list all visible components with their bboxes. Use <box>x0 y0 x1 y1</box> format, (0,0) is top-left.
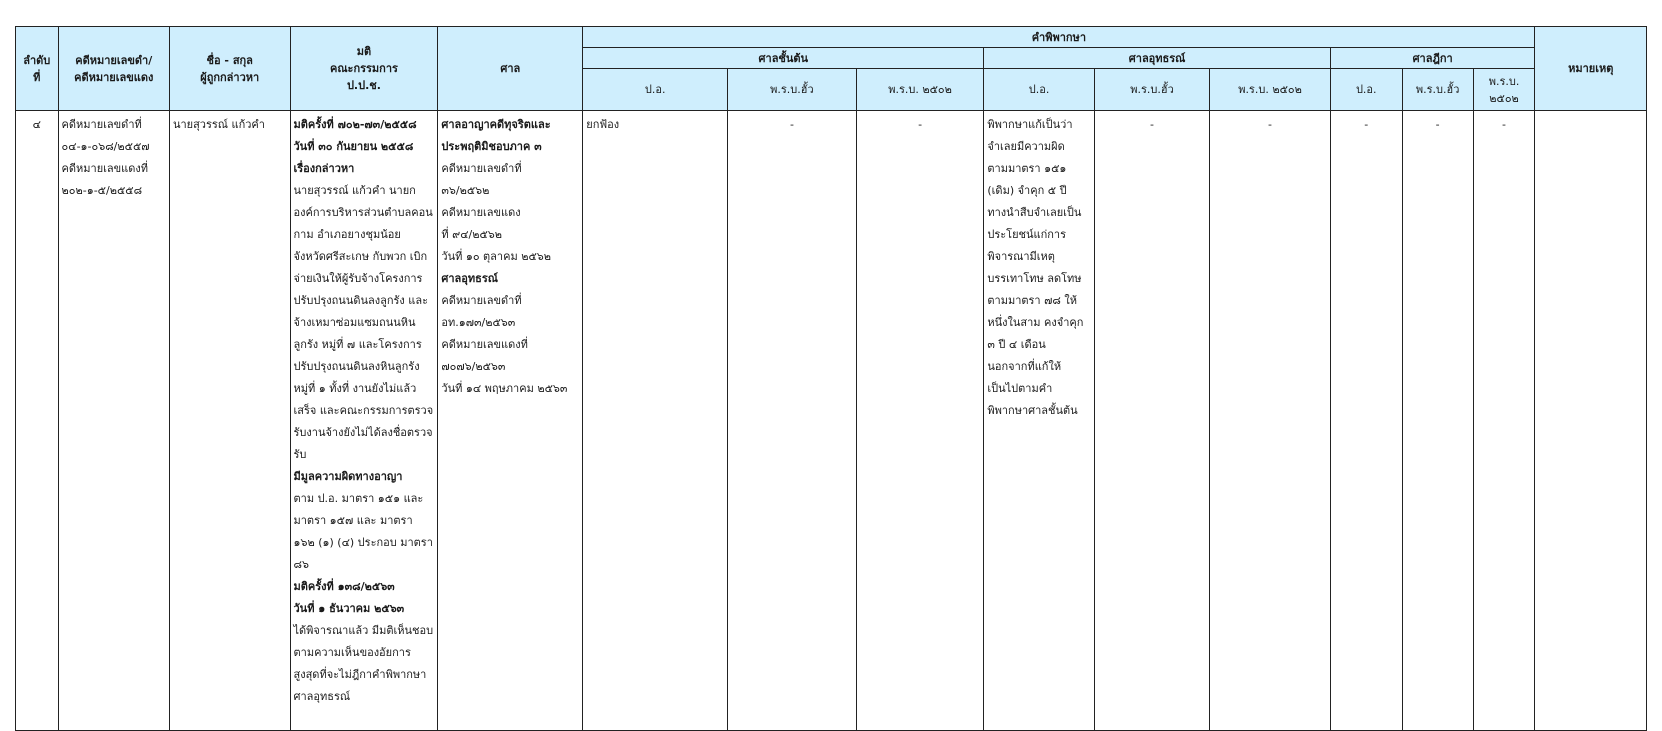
cell-appeal-criminal-code <box>984 111 1094 731</box>
cell-nacc-resolution <box>290 111 438 731</box>
resolution-line: รับ <box>293 448 307 461</box>
court-line: คดีหมายเลขแดงที่ <box>441 338 528 351</box>
header-no: ลำดับ ที่ <box>16 27 59 111</box>
appeal-judgment-line: ๓ ปี ๔ เดือน <box>987 338 1046 351</box>
court-line: วันที่ ๑๐ ตุลาคม ๒๕๖๒ <box>441 250 552 263</box>
header-appeal-bid-act: พ.ร.บ.ฮั้ว <box>1094 69 1209 111</box>
case-number-line: ๒๐๒-๑-๕/๒๕๕๘ <box>61 184 143 197</box>
cell-first-criminal-code: ยกฟ้อง <box>583 111 728 731</box>
court-line: คดีหมายเลขแดง <box>441 206 521 219</box>
cell-appeal-bid-act: - <box>1094 111 1209 731</box>
resolution-line: ปรับปรุงถนนดินลงลูกรัง และ <box>293 294 429 307</box>
cell-supreme-bid-act: - <box>1402 111 1473 731</box>
appeal-judgment-line: ตามมาตรา ๗๘ ให้ <box>987 294 1077 307</box>
appeal-judgment-line: บรรเทาโทษ ลดโทษ <box>987 272 1082 285</box>
resolution-line: ปรับปรุงถนนดินลงหินลูกรัง <box>293 360 420 373</box>
cell-accused-name: นายสุวรรณ์ แก้วคำ <box>169 111 290 731</box>
resolution-line: ตามความเห็นของอัยการ <box>293 646 411 659</box>
cell-no: ๔ <box>16 111 59 731</box>
resolution-line: จังหวัดศรีสะเกษ กับพวก เบิก <box>293 250 428 263</box>
header-case-number: คดีหมายเลขดำ/ คดีหมายเลขแดง <box>58 27 169 111</box>
header-court: ศาล <box>438 27 583 111</box>
cell-remark <box>1535 111 1647 731</box>
appeal-judgment-line: (เดิม) จำคุก ๕ ปี <box>987 184 1067 197</box>
header-judgment: คำพิพากษา <box>583 27 1535 48</box>
appeal-judgment-line: หนึ่งในสาม คงจำคุก <box>987 316 1084 329</box>
resolution-line: มติครั้งที่ ๑๓๘/๒๕๖๓ <box>293 580 395 593</box>
resolution-line: รับงานจ้างยังไม่ได้ลงชื่อตรวจ <box>293 426 433 439</box>
court-line: คดีหมายเลขดำที่ <box>441 294 522 307</box>
appeal-judgment-line: พิพากษาศาลชั้นต้น <box>987 404 1078 417</box>
appeal-judgment-line: ทางนำสืบจำเลยเป็น <box>987 206 1082 219</box>
case-number-line: คดีหมายเลขแดงที่ <box>61 162 149 175</box>
court-line: ๗๐๗๖/๒๕๖๓ <box>441 360 506 373</box>
header-supreme-court: ศาลฎีกา <box>1330 48 1535 69</box>
resolution-line: ๘๖ <box>293 558 309 571</box>
resolution-line: มติครั้งที่ ๗๐๒-๗๓/๒๕๕๘ <box>293 118 417 131</box>
court-line: อท.๑๗๓/๒๕๖๓ <box>441 316 516 329</box>
court-line: ศาลอาญาคดีทุจริตและ <box>441 118 551 131</box>
appeal-judgment-line: จำเลยมีความผิด <box>987 140 1065 153</box>
appeal-judgment-line: พิพากษาแก้เป็นว่า <box>987 118 1073 131</box>
header-accused-name: ชื่อ - สกุล ผู้ถูกกล่าวหา <box>169 27 290 111</box>
resolution-line: ๑๖๒ (๑) (๔) ประกอบ มาตรา <box>293 536 433 549</box>
resolution-line: สูงสุดที่จะไม่ฎีกาคำพิพากษา <box>293 668 427 681</box>
header-supreme-act-2502: พ.ร.บ. ๒๕๐๒ <box>1473 69 1535 111</box>
resolution-line: องค์การบริหารส่วนตำบลคอน <box>293 206 433 219</box>
resolution-line: มีมูลความผิดทางอาญา <box>293 470 403 483</box>
header-first-court: ศาลชั้นต้น <box>583 48 984 69</box>
cell-first-act-2502: - <box>856 111 984 731</box>
resolution-line: มาตรา ๑๕๗ และ มาตรา <box>293 514 413 527</box>
court-line: ประพฤติมิชอบภาค ๓ <box>441 140 542 153</box>
table-row <box>16 111 1647 731</box>
resolution-line: กาม อำเภอยางชุมน้อย <box>293 228 401 241</box>
resolution-line: วันที่ ๑ ธันวาคม ๒๕๖๓ <box>293 602 405 615</box>
header-remark: หมายเหตุ <box>1535 27 1647 111</box>
appeal-judgment-line: ประโยชน์แก่การ <box>987 228 1067 241</box>
header-appeal-criminal-code: ป.อ. <box>984 69 1094 111</box>
appeal-judgment-line: ตามมาตรา ๑๕๑ <box>987 162 1067 175</box>
header-appeal-court: ศาลอุทธรณ์ <box>984 48 1330 69</box>
court-line: ศาลอุทธรณ์ <box>441 272 498 285</box>
resolution-line: วันที่ ๓๐ กันยายน ๒๕๕๘ <box>293 140 414 153</box>
court-line: วันที่ ๑๔ พฤษภาคม ๒๕๖๓ <box>441 382 568 395</box>
court-line: ๓๖/๒๕๖๒ <box>441 184 490 197</box>
appeal-judgment-line: เป็นไปตามคำ <box>987 382 1053 395</box>
appeal-judgment-line: พิจารณามีเหตุ <box>987 250 1055 263</box>
cell-supreme-act-2502: - <box>1473 111 1535 731</box>
cell-case-number <box>58 111 169 731</box>
cell-first-bid-act: - <box>728 111 857 731</box>
case-number-line: คดีหมายเลขดำที่ <box>61 118 142 131</box>
cell-appeal-act-2502: - <box>1210 111 1331 731</box>
resolution-line: จ้างเหมาซ่อมแซมถนนหิน <box>293 316 416 329</box>
resolution-line: ตาม ป.อ. มาตรา ๑๕๑ และ <box>293 492 424 505</box>
resolution-line: หมู่ที่ ๑ ทั้งที่ งานยังไม่แล้ว <box>293 382 417 395</box>
resolution-line: เสร็จ และคณะกรรมการตรวจ <box>293 404 434 417</box>
judgment-table <box>15 26 1647 731</box>
cell-court <box>438 111 583 731</box>
header-first-act-2502: พ.ร.บ. ๒๕๐๒ <box>856 69 984 111</box>
resolution-line: นายสุวรรณ์ แก้วคำ นายก <box>293 184 416 197</box>
court-line: คดีหมายเลขดำที่ <box>441 162 522 175</box>
header-appeal-act-2502: พ.ร.บ. ๒๕๐๒ <box>1210 69 1331 111</box>
resolution-line: เรื่องกล่าวหา <box>293 162 355 175</box>
court-line: ที่ ๙๔/๒๕๖๒ <box>441 228 503 241</box>
resolution-line: ลูกรัง หมู่ที่ ๗ และโครงการ <box>293 338 422 351</box>
resolution-line: ศาลอุทธรณ์ <box>293 690 351 703</box>
header-first-bid-act: พ.ร.บ.ฮั้ว <box>728 69 857 111</box>
resolution-line: ได้พิจารณาแล้ว มีมติเห็นชอบ <box>293 624 434 637</box>
appeal-judgment-line: นอกจากที่แก้ให้ <box>987 360 1062 373</box>
header-supreme-criminal-code: ป.อ. <box>1330 69 1402 111</box>
resolution-line: จ่ายเงินให้ผู้รับจ้างโครงการ <box>293 272 423 285</box>
header-first-criminal-code: ป.อ. <box>583 69 728 111</box>
header-supreme-bid-act: พ.ร.บ.ฮั้ว <box>1402 69 1473 111</box>
cell-supreme-criminal-code: - <box>1330 111 1402 731</box>
case-number-line: ๐๔-๑-๐๖๘/๒๕๕๗ <box>61 140 150 153</box>
header-nacc-resolution: มติ คณะกรรมการ ป.ป.ช. <box>290 27 438 111</box>
